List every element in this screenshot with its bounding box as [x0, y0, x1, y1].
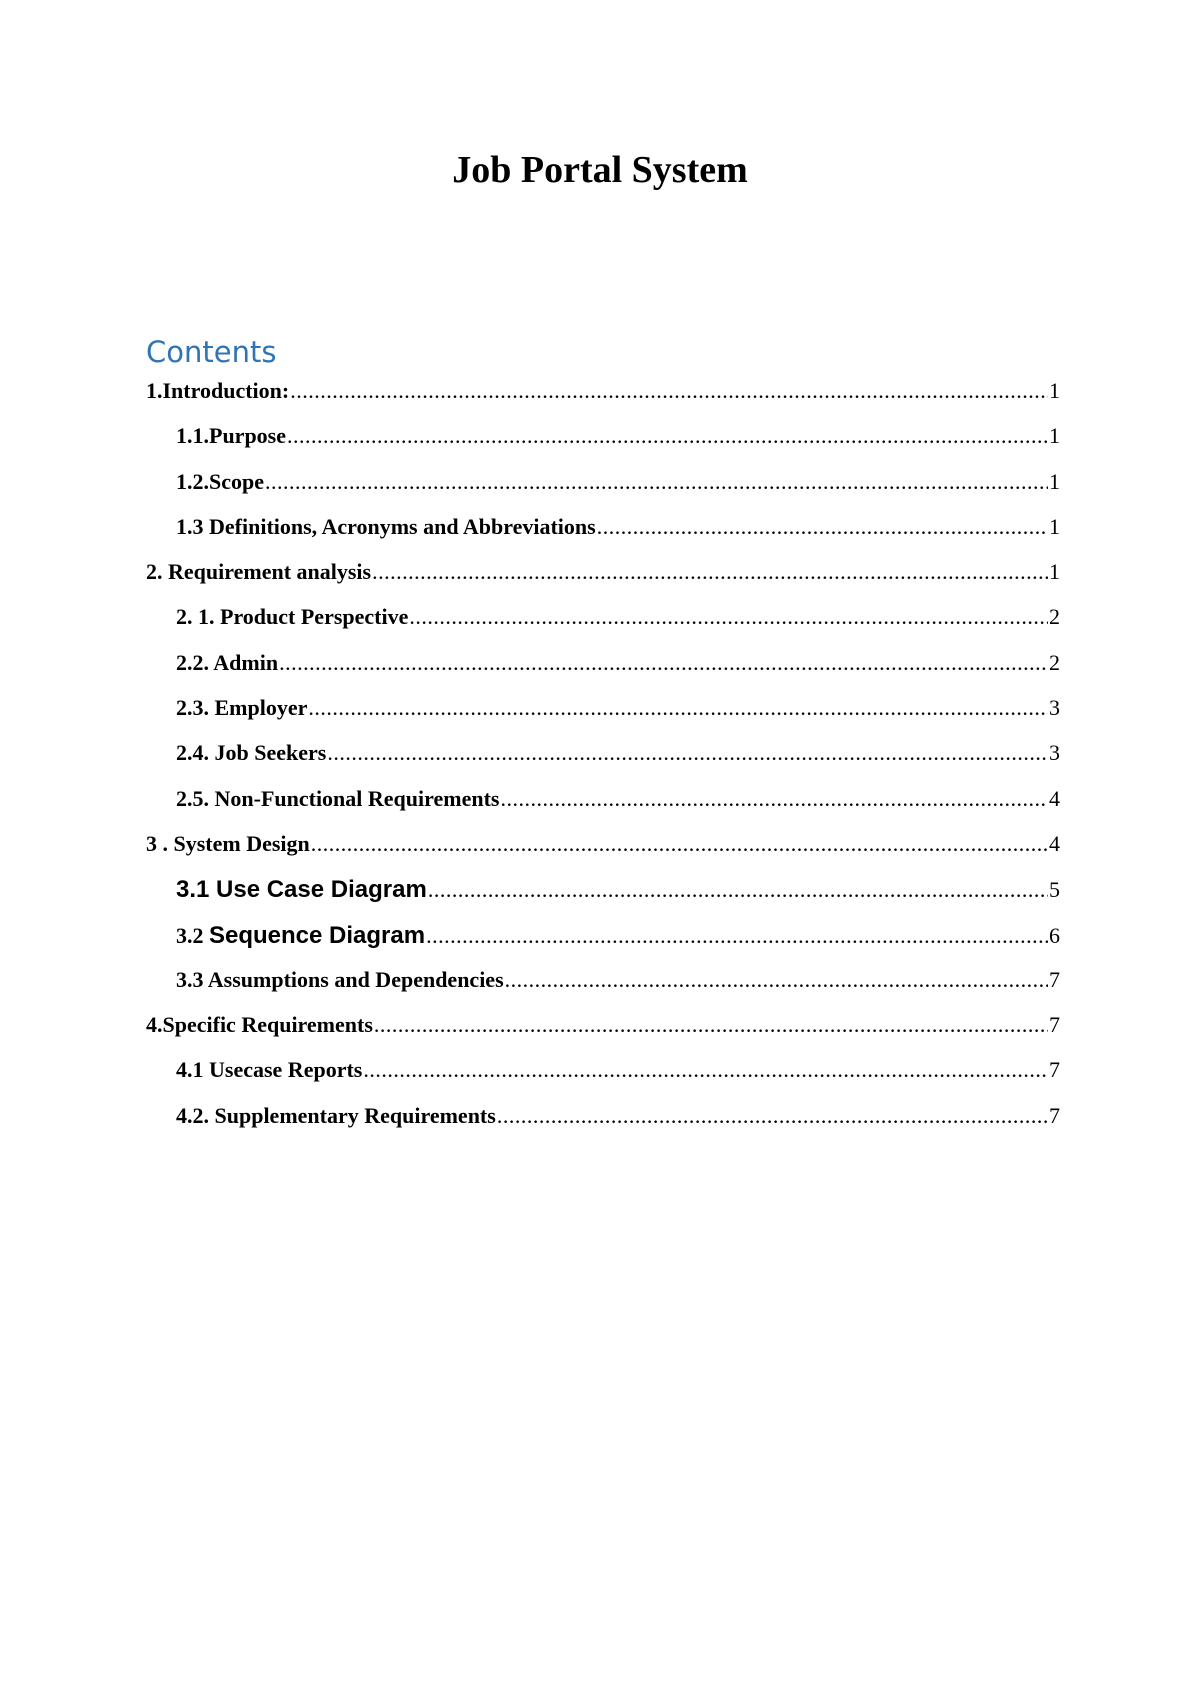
toc-leader-dots — [597, 514, 1048, 540]
toc-entry-label: 1.1.Purpose — [176, 423, 286, 449]
toc-entry-supplementary-requirements[interactable] — [146, 1103, 1060, 1148]
toc-leader-dots — [287, 423, 1048, 449]
toc-entry-page: 2 — [1049, 649, 1060, 675]
toc-leader-dots — [497, 1103, 1048, 1129]
toc-entry-use-case-diagram[interactable] — [146, 876, 1060, 921]
toc-entry-label: 2.2. Admin — [176, 649, 279, 675]
toc-entry-page: 2 — [1049, 604, 1060, 630]
toc-entry-page: 4 — [1049, 785, 1060, 811]
toc-entry-page: 7 — [1049, 1012, 1060, 1038]
toc-entry-label: 1.Introduction: — [146, 378, 290, 403]
toc-entry-page: 3 — [1049, 740, 1060, 766]
toc-leader-dots — [505, 967, 1048, 993]
toc-entry-employer[interactable] — [146, 695, 1060, 740]
toc-entry-label-text: 3.1 Use Case Diagram — [176, 876, 427, 904]
toc-entry-job-seekers[interactable] — [146, 740, 1060, 785]
toc-entry-introduction[interactable] — [146, 378, 1060, 423]
toc-entry-label: 4.Specific Requirements — [146, 1012, 373, 1038]
toc-leader-dots — [290, 378, 1048, 404]
toc-leader-dots — [308, 695, 1048, 721]
toc-entry-page: 7 — [1049, 966, 1060, 992]
toc-entry-label: 2.5. Non-Functional Requirements — [176, 785, 500, 811]
toc-entry-page: 1 — [1049, 378, 1060, 403]
table-of-contents — [146, 378, 1060, 1148]
toc-leader-dots — [501, 786, 1049, 812]
toc-entry-assumptions-dependencies[interactable] — [146, 967, 1060, 1012]
toc-entry-page: 1 — [1049, 513, 1060, 539]
toc-entry-requirement-analysis[interactable] — [146, 559, 1060, 604]
toc-entry-label — [176, 876, 427, 904]
toc-entry-label: 4.1 Usecase Reports — [176, 1057, 363, 1083]
toc-entry-page: 6 — [1049, 922, 1060, 948]
toc-entry-label: 2.4. Job Seekers — [176, 740, 327, 766]
toc-entry-usecase-reports[interactable] — [146, 1057, 1060, 1102]
toc-entry-page: 3 — [1049, 695, 1060, 721]
toc-entry-page: 4 — [1049, 830, 1060, 856]
toc-leader-dots — [428, 877, 1048, 903]
toc-leader-dots — [265, 469, 1048, 495]
toc-entry-label: 3.3 Assumptions and Dependencies — [176, 966, 504, 992]
toc-entry-page: 1 — [1049, 559, 1060, 585]
toc-entry-label-text: Sequence Diagram — [209, 921, 426, 949]
toc-entry-product-perspective[interactable] — [146, 604, 1060, 649]
contents-heading: Contents — [146, 335, 277, 369]
toc-entry-page: 5 — [1049, 877, 1060, 903]
toc-leader-dots — [311, 831, 1048, 857]
toc-entry-page: 1 — [1049, 468, 1060, 494]
toc-leader-dots — [279, 650, 1048, 676]
toc-entry-page: 7 — [1049, 1102, 1060, 1128]
toc-entry-purpose[interactable] — [146, 423, 1060, 468]
toc-entry-label-number: 3.2 — [176, 922, 204, 948]
toc-entry-scope[interactable] — [146, 469, 1060, 514]
toc-entry-system-design[interactable] — [146, 831, 1060, 876]
toc-entry-sequence-diagram[interactable] — [146, 922, 1060, 967]
toc-entry-label: 2.3. Employer — [176, 695, 308, 721]
toc-entry-label — [176, 922, 425, 950]
toc-entry-label: 3 . System Design — [146, 830, 310, 856]
toc-leader-dots — [327, 740, 1048, 766]
toc-entry-label: 2. 1. Product Perspective — [176, 604, 409, 630]
document-title: Job Portal System — [452, 149, 748, 191]
toc-entry-specific-requirements[interactable] — [146, 1012, 1060, 1057]
toc-entry-admin[interactable] — [146, 650, 1060, 695]
toc-entry-non-functional-requirements[interactable] — [146, 786, 1060, 831]
toc-entry-label: 2. Requirement analysis — [146, 559, 372, 585]
toc-entry-page: 7 — [1049, 1057, 1060, 1083]
toc-leader-dots — [374, 1012, 1048, 1038]
toc-entry-label: 4.2. Supplementary Requirements — [176, 1102, 496, 1128]
toc-leader-dots — [372, 559, 1048, 585]
toc-entry-definitions[interactable] — [146, 514, 1060, 559]
toc-leader-dots — [363, 1057, 1048, 1083]
toc-leader-dots — [409, 604, 1048, 630]
toc-entry-page: 1 — [1049, 423, 1060, 449]
toc-entry-label: 1.3 Definitions, Acronyms and Abbreviations — [176, 513, 596, 539]
toc-entry-label: 1.2.Scope — [176, 468, 264, 494]
toc-leader-dots — [426, 923, 1048, 949]
